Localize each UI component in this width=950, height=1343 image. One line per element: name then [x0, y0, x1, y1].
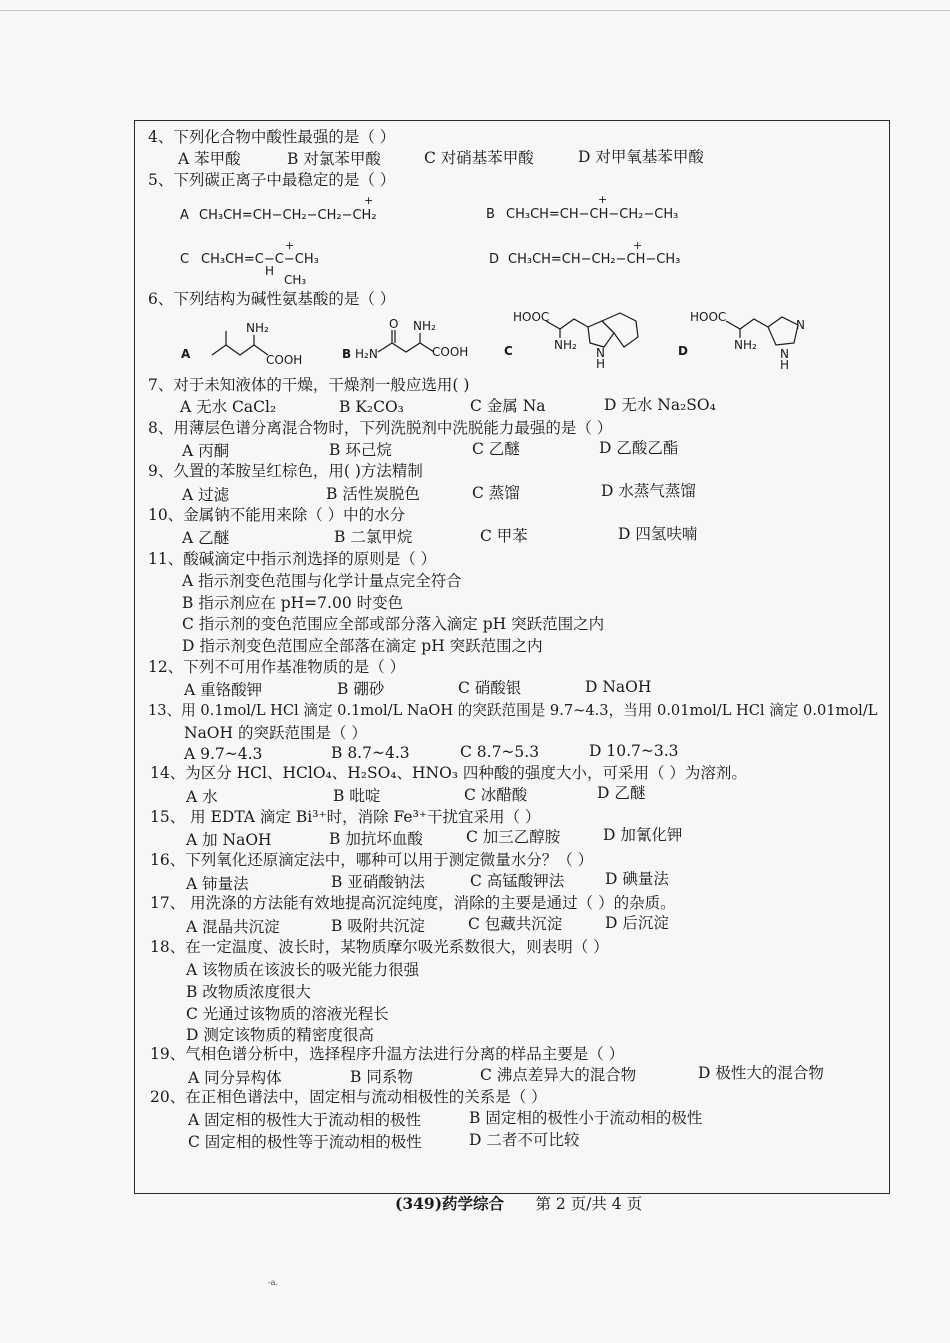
q5-stem: 5、下列碳正离子中最稳定的是（ ）	[148, 171, 396, 189]
q9-option-a: A 过滤	[182, 486, 230, 504]
q11-option-a: A 指示剂变色范围与化学计量点完全符合	[182, 572, 462, 590]
q13-stem-continued: NaOH 的突跃范围是（ ）	[184, 724, 367, 742]
q13-option-a: A 9.7~4.3	[184, 745, 263, 763]
q17-option-a: A 混晶共沉淀	[186, 918, 280, 936]
q15-option-a: A 加 NaOH	[186, 831, 272, 849]
page-footer	[395, 1192, 642, 1214]
q16-option-a: A 铈量法	[186, 875, 249, 893]
q10-option-a: A 乙醚	[182, 529, 230, 547]
q11-option-b: B 指示剂应在 pH=7.00 时变色	[182, 594, 404, 612]
q11-stem: 11、酸碱滴定中指示剂选择的原则是（ ）	[148, 550, 437, 568]
q17-stem: 17、 用洗涤的方法能有效地提高沉淀纯度，消除的主要是通过（ ）的杂质。	[150, 894, 676, 912]
q15-option-d: D 加氰化钾	[603, 826, 683, 844]
q7-stem: 7、对于未知液体的干燥，干燥剂一般应选用( )	[148, 376, 470, 394]
q8-stem: 8、用薄层色谱分离混合物时，下列洗脱剂中洗脱能力最强的是（ ）	[148, 419, 613, 437]
q10-option-b: B 二氯甲烷	[334, 528, 413, 546]
q4-option-d: D 对甲氧基苯甲酸	[578, 148, 704, 166]
q6-d-imidazole	[768, 317, 798, 345]
q6-d-nitrogen-2: N	[780, 347, 789, 361]
q6-option-d-label: D	[678, 344, 688, 358]
q20-option-a: A 固定相的极性大于流动相的极性	[188, 1111, 422, 1129]
scan-edge-line	[0, 10, 950, 11]
q8-option-d: D 乙酸乙酯	[599, 439, 679, 457]
q18-option-b: B 改物质浓度很大	[186, 983, 311, 1001]
q6-b-carboxyl: COOH	[432, 345, 469, 359]
q16-option-c: C 高锰酸钾法	[470, 872, 565, 890]
q9-option-c: C 蒸馏	[472, 484, 520, 502]
q7-option-b: B K₂CO₃	[339, 398, 404, 416]
q14-option-a: A 水	[186, 788, 218, 806]
q20-option-d: D 二者不可比较	[469, 1131, 580, 1149]
q6-c-carboxyl: HOOC	[513, 310, 550, 324]
q16-option-d: D 碘量法	[605, 870, 669, 888]
q6-stem: 6、下列结构为碱性氨基酸的是（ ）	[148, 290, 396, 308]
q6-a-chain	[212, 345, 268, 355]
q5-option-a-formula: CH₃CH=CH−CH₂−CH₂−CH₂	[199, 208, 377, 223]
q14-stem: 14、为区分 HCl、HClO₄、H₂SO₄、HNO₃ 四种酸的强度大小，可采用（ ）为溶剂。	[150, 764, 747, 782]
q5-option-d-label: D	[489, 252, 500, 267]
q5-option-c-label: C	[180, 252, 190, 267]
footer-page-number: 第 2 页/共 4 页	[535, 1195, 643, 1213]
q13-option-c: C 8.7~5.3	[460, 743, 540, 761]
q15-option-c: C 加三乙醇胺	[466, 828, 561, 846]
q12-option-a: A 重铬酸钾	[184, 681, 263, 699]
q8-option-a: A 丙酮	[182, 442, 230, 460]
q18-option-d: D 测定该物质的精密度很高	[186, 1026, 374, 1044]
q13-option-b: B 8.7~4.3	[331, 744, 410, 762]
q20-option-c: C 固定相的极性等于流动相的极性	[188, 1133, 422, 1151]
q14-option-b: B 吡啶	[333, 787, 381, 805]
q6-a-carboxyl: COOH	[266, 353, 303, 367]
q6-d-hydrogen: H	[780, 358, 790, 372]
q19-option-c: C 沸点差异大的混合物	[480, 1066, 637, 1084]
q7-option-a: A 无水 CaCl₂	[180, 398, 277, 416]
q9-option-b: B 活性炭脱色	[326, 485, 420, 503]
q7-option-d: D 无水 Na₂SO₄	[604, 396, 716, 414]
q14-option-c: C 冰醋酸	[464, 786, 528, 804]
q12-option-d: D NaOH	[585, 678, 652, 696]
q16-stem: 16、下列氧化还原滴定法中，哪种可以用于测定微量水分？（ ）	[150, 851, 594, 869]
q10-option-d: D 四氢呋喃	[618, 525, 698, 543]
q12-option-b: B 硼砂	[337, 680, 385, 698]
q6-c-nitrogen: N	[596, 346, 605, 360]
q5-option-a-label: A	[180, 208, 189, 223]
q4-option-c: C 对硝基苯甲酸	[424, 149, 534, 167]
q5-option-c-methyl: CH₃	[284, 273, 307, 287]
q5-option-c-formula: CH₃CH=C−C−CH₃	[201, 252, 319, 267]
q5-option-a-charge: +	[364, 194, 374, 207]
q20-stem: 20、在正相色谱法中，固定相与流动相极性的关系是（ ）	[150, 1088, 547, 1106]
q4-stem: 4、下列化合物中酸性最强的是（ ）	[148, 128, 396, 146]
q6-b-amine: H₂N	[355, 347, 378, 361]
q19-option-a: A 同分异构体	[188, 1069, 282, 1087]
q10-stem: 10、金属钠不能用来除（ ）中的水分	[148, 506, 406, 524]
q14-option-d: D 乙醚	[597, 784, 646, 802]
q8-option-c: C 乙醚	[472, 440, 520, 458]
q19-option-d: D 极性大的混合物	[698, 1064, 824, 1082]
q17-option-b: B 吸附共沉淀	[331, 917, 425, 935]
q18-option-c: C 光通过该物质的溶液光程长	[186, 1005, 389, 1023]
q18-option-a: A 该物质在该波长的吸光能力很强	[186, 961, 420, 979]
q13-stem: 13、用 0.1mol/L HCl 滴定 0.1mol/L NaOH 的突跃范围是 9.7~4.3，当用 0.01mol/L HCl 滴定 0.01mol/L	[148, 702, 878, 719]
q9-stem: 9、久置的苯胺呈红棕色，用( )方法精制	[148, 462, 423, 480]
q17-option-c: C 包藏共沉淀	[468, 915, 563, 933]
q5-option-d-formula: CH₃CH=CH−CH₂−CH−CH₃	[508, 252, 681, 267]
q12-option-c: C 硝酸银	[458, 679, 522, 697]
q4-option-b: B 对氯苯甲酸	[287, 150, 381, 168]
q5-option-b-formula: CH₃CH=CH−CH−CH₂−CH₃	[506, 207, 679, 222]
footer-exam-code: (349)药学综合	[395, 1194, 505, 1213]
q6-b-amino: NH₂	[413, 319, 436, 333]
q6-structures	[130, 305, 890, 375]
q5-option-c-charge: +	[285, 239, 295, 252]
q6-c-amino: NH₂	[554, 338, 577, 352]
q13-option-d: D 10.7~3.3	[589, 742, 679, 760]
q7-option-c: C 金属 Na	[470, 397, 546, 415]
q6-option-c-label: C	[504, 344, 513, 358]
q6-option-b-label: B	[342, 347, 352, 361]
q6-d-amino: NH₂	[734, 338, 757, 352]
q18-stem: 18、在一定温度、波长时，某物质摩尔吸光系数很大，则表明（ ）	[150, 938, 609, 956]
q19-stem: 19、气相色谱分析中，选择程序升温方法进行分离的样品主要是（ ）	[150, 1045, 625, 1063]
q6-b-oxygen: O	[389, 317, 399, 331]
q9-option-d: D 水蒸气蒸馏	[601, 482, 696, 500]
q12-stem: 12、下列不可用作基准物质的是（ ）	[148, 658, 406, 676]
q5-option-c-h: H	[265, 264, 275, 278]
q10-option-c: C 甲苯	[480, 527, 528, 545]
q5-option-b-charge: +	[598, 193, 608, 206]
q16-option-b: B 亚硝酸钠法	[331, 873, 425, 891]
q6-d-carboxyl: HOOC	[690, 310, 727, 324]
q6-c-pyrrole	[588, 321, 614, 347]
q15-option-b: B 加抗坏血酸	[329, 830, 423, 848]
q20-option-b: B 固定相的极性小于流动相的极性	[469, 1109, 703, 1127]
q5-option-d-charge: +	[633, 239, 643, 252]
q6-a-amino: NH₂	[246, 321, 269, 335]
q19-option-b: B 同系物	[350, 1068, 413, 1086]
q15-stem: 15、 用 EDTA 滴定 Bi³⁺时，消除 Fe³⁺干扰宜采用（ ）	[150, 808, 541, 826]
q5-option-b-label: B	[486, 207, 495, 222]
q8-option-b: B 环己烷	[329, 441, 392, 459]
q6-b-chain	[378, 343, 434, 352]
q6-option-a-label: A	[181, 347, 191, 361]
q17-option-d: D 后沉淀	[605, 914, 669, 932]
q11-option-c: C 指示剂的变色范围应全部或部分落入滴定 pH 突跃范围之内	[182, 615, 605, 633]
q4-option-a: A 苯甲酸	[178, 150, 241, 168]
q11-option-d: D 指示剂变色范围应全部落在滴定 pH 突跃范围之内	[182, 637, 543, 655]
scan-stray-mark: -a.	[268, 1278, 279, 1287]
q6-d-nitrogen-1: N	[796, 318, 805, 332]
q6-c-hydrogen: H	[596, 357, 606, 371]
